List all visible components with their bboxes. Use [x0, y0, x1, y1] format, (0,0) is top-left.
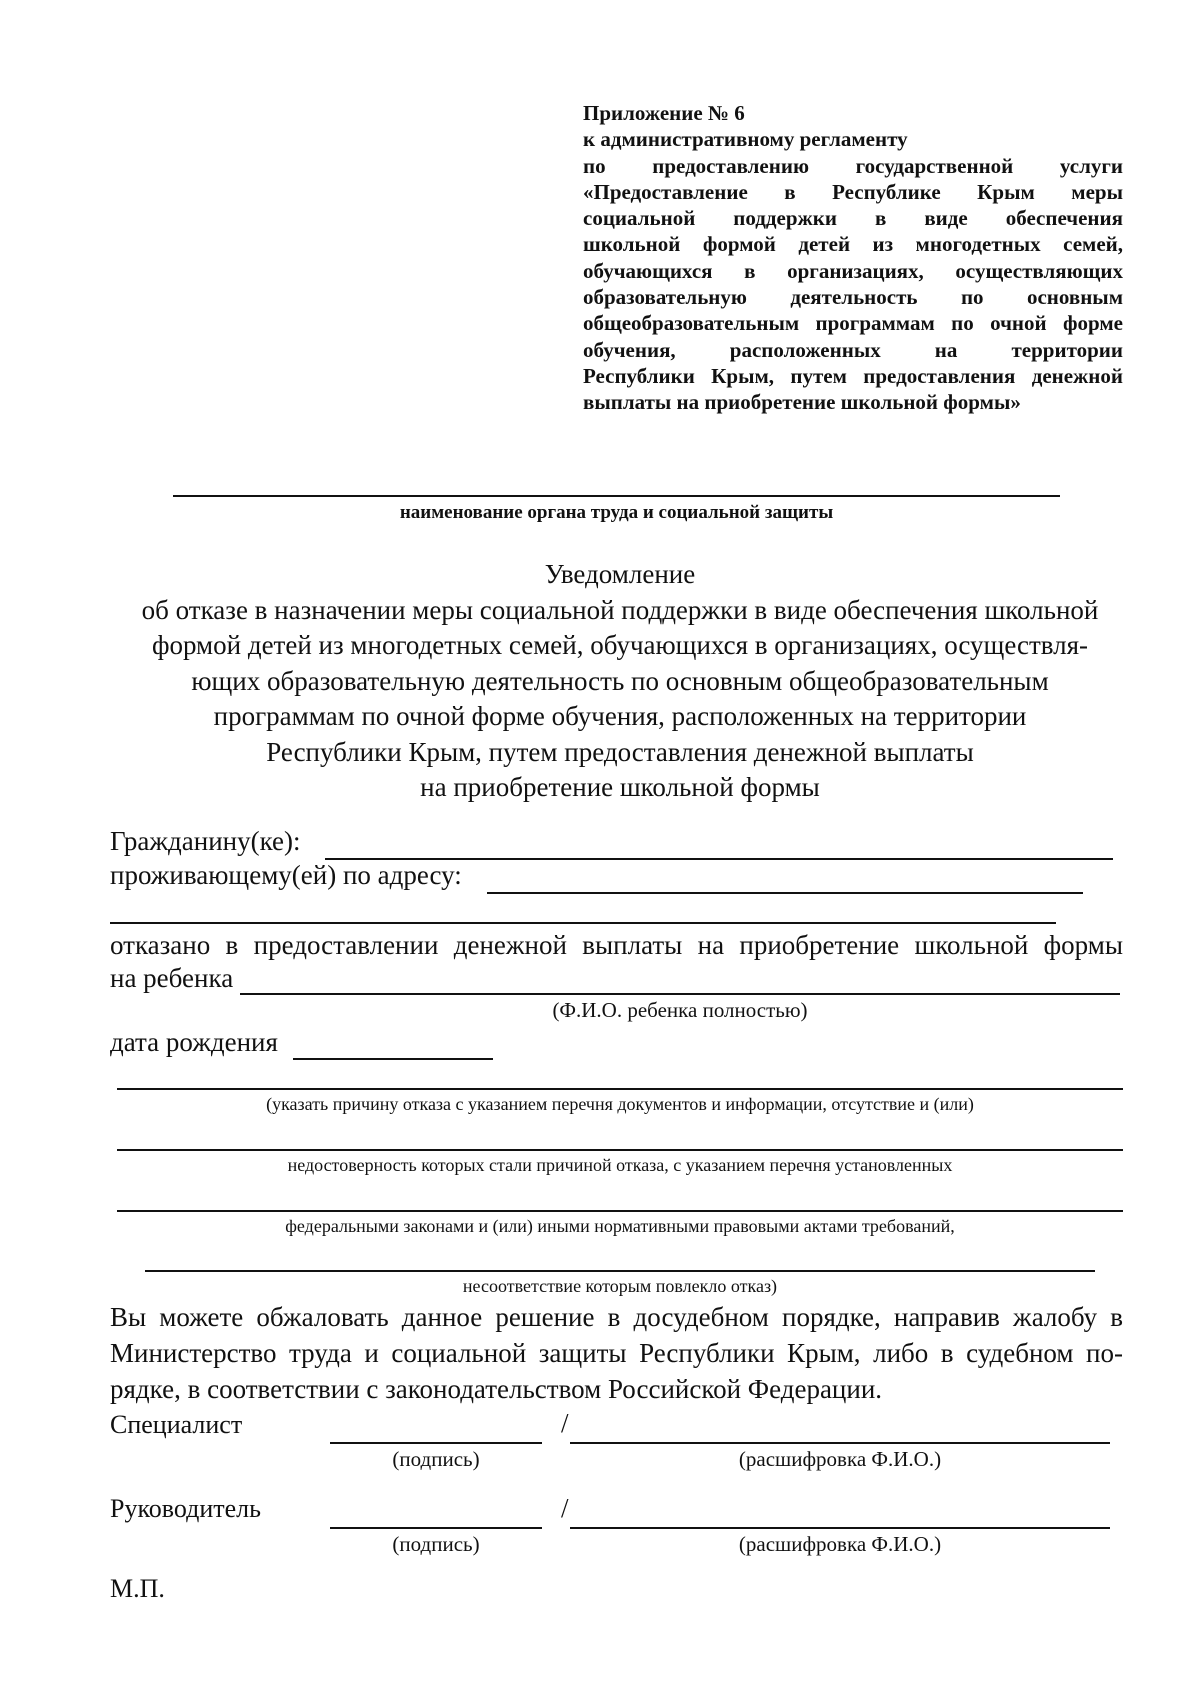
head-signature-field[interactable]: [330, 1527, 542, 1529]
birth-date-label: дата рождения: [110, 1027, 278, 1057]
reason-caption: несоответствие которым повлекло отказ): [462, 1276, 778, 1296]
child-name-field[interactable]: [240, 993, 1120, 995]
appendix-line: обучения, расположенных на территории: [583, 337, 1123, 362]
child-label: на ребенка: [110, 963, 234, 993]
appendix-block: [583, 100, 1123, 416]
notice-line: ющих образовательную деятельность по основным общеобразовательным: [191, 665, 1049, 696]
citizen-label: Гражданину(ке):: [110, 826, 301, 856]
refusal-line: отказано в предоставлении денежной выплаты на приобретение школьной формы: [110, 930, 1123, 960]
appendix-line: социальной поддержки в виде обеспечения: [583, 206, 1123, 231]
child-name-caption: (Ф.И.О. ребенка полностью): [552, 998, 808, 1022]
refusal-text: [110, 927, 1123, 963]
specialist-signature-field[interactable]: [330, 1442, 542, 1444]
notice-line: об отказе в назначении меры социальной поддержки в виде обеспечения школьной: [141, 594, 1099, 625]
notice-line: на приобретение школьной формы: [420, 772, 820, 802]
appendix-line: Республики Крым, путем предоставления денежной: [583, 363, 1123, 388]
reason-field-1[interactable]: [117, 1088, 1123, 1090]
notice-heading: Уведомление: [544, 559, 696, 589]
specialist-slash: /: [561, 1408, 569, 1438]
notice-title: [70, 557, 1170, 806]
reason-field-4[interactable]: [145, 1270, 1095, 1272]
appendix-line: «Предоставление в Республике Крым меры: [583, 179, 1123, 204]
notice-line: Республики Крым, путем предоставления денежной выплаты: [266, 736, 974, 767]
specialist-sign-caption: (подпись): [392, 1447, 480, 1471]
seal-label: М.П.: [110, 1574, 165, 1603]
head-sign-caption: (подпись): [392, 1532, 480, 1556]
reason-field-3[interactable]: [117, 1210, 1123, 1212]
birth-date-field[interactable]: [293, 1058, 493, 1060]
reason-caption: недостоверность которых стали причиной отказа, с указанием перечня установленных: [287, 1155, 953, 1175]
appeal-line: рядке, в соответствии с законодательством Российской Федерации.: [110, 1374, 883, 1404]
appendix-line: общеобразовательным программам по очной форме: [583, 311, 1123, 336]
head-name-field[interactable]: [570, 1527, 1110, 1529]
appendix-line: к административному регламенту: [583, 127, 908, 152]
head-label: Руководитель: [110, 1494, 261, 1523]
appendix-line: по предоставлению государственной услуги: [583, 153, 1123, 178]
authority-name-line: [173, 495, 1060, 497]
appeal-paragraph: [110, 1299, 1123, 1407]
specialist-name-caption: (расшифровка Ф.И.О.): [738, 1447, 942, 1471]
head-name-caption: (расшифровка Ф.И.О.): [738, 1532, 942, 1556]
head-slash: /: [561, 1493, 569, 1523]
reason-caption: (указать причину отказа с указанием перечня документов и информации, отсутствие и (или): [266, 1094, 974, 1114]
appendix-line: обучающихся в организациях, осуществляющих: [583, 258, 1123, 283]
appeal-line: Вы можете обжаловать данное решение в досудебном порядке, направив жалобу в: [110, 1302, 1123, 1332]
appendix-line: образовательную деятельность по основным: [583, 285, 1123, 310]
reason-field-2[interactable]: [117, 1149, 1123, 1151]
appendix-line: выплаты на приобретение школьной формы»: [583, 390, 1021, 415]
appendix-line: школьной формой детей из многодетных семей,: [583, 232, 1123, 257]
address-field-continued[interactable]: [110, 922, 1056, 924]
reason-caption: федеральными законами и (или) иными нормативными правовыми актами требований,: [285, 1216, 955, 1236]
appendix-line: Приложение № 6: [583, 101, 745, 125]
specialist-label: Специалист: [110, 1410, 243, 1439]
authority-caption: наименование органа труда и социальной защиты: [399, 502, 834, 523]
notice-line: программам по очной форме обучения, расположенных на территории: [213, 701, 1027, 731]
specialist-name-field[interactable]: [570, 1442, 1110, 1444]
appeal-line: Министерство труда и социальной защиты Республики Крым, либо в судебном по-: [110, 1338, 1123, 1368]
address-label: проживающему(ей) по адресу:: [110, 860, 462, 890]
address-field[interactable]: [487, 892, 1083, 894]
notice-line: формой детей из многодетных семей, обучающихся в организациях, осуществля-: [151, 630, 1089, 660]
